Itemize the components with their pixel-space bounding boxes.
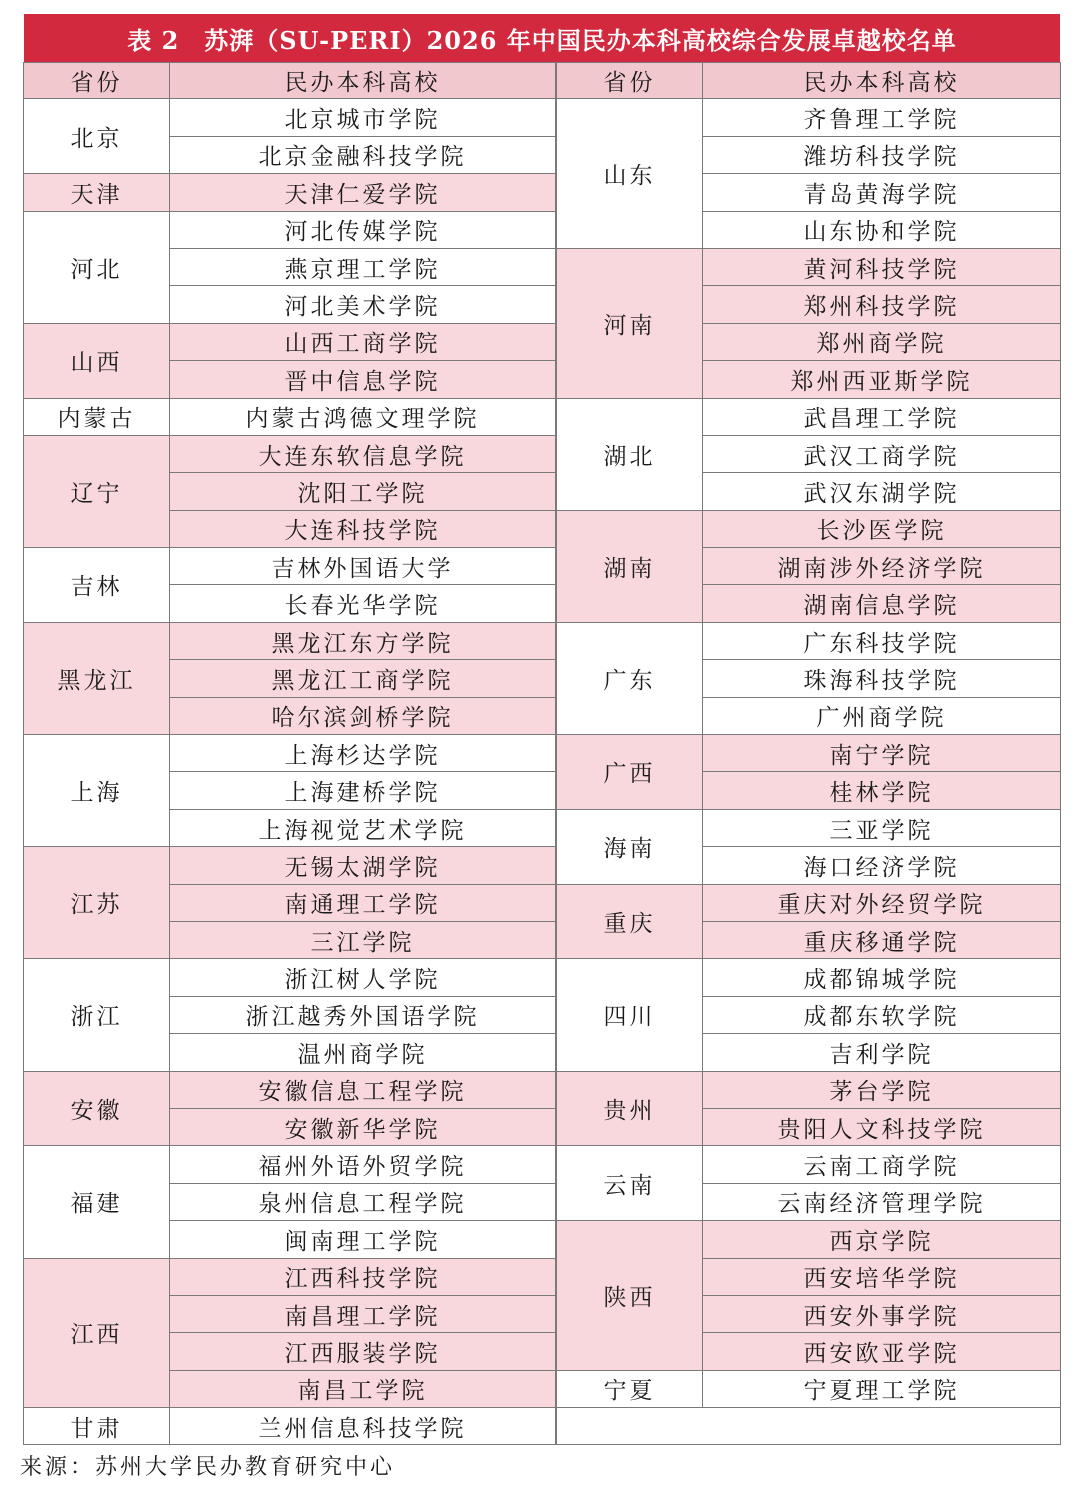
school-cell: 湖南涉外经济学院 — [703, 548, 1061, 585]
province-cell: 福建 — [23, 1146, 170, 1258]
province-cell: 安徽 — [23, 1072, 170, 1147]
school-cell: 潍坊科技学院 — [703, 137, 1061, 174]
school-cell: 成都锦城学院 — [703, 959, 1061, 996]
school-cell: 贵阳人文科技学院 — [703, 1109, 1061, 1146]
school-cell: 南通理工学院 — [170, 885, 556, 922]
province-cell: 北京 — [23, 99, 170, 174]
schools-table — [23, 62, 1061, 1446]
province-cell: 内蒙古 — [23, 399, 170, 436]
school-cell: 武昌理工学院 — [703, 399, 1061, 436]
school-cell: 长春光华学院 — [170, 585, 556, 622]
province-cell: 甘肃 — [23, 1408, 170, 1445]
province-cell: 江西 — [23, 1259, 170, 1409]
school-cell: 长沙医学院 — [703, 511, 1061, 548]
province-cell: 吉林 — [23, 548, 170, 623]
school-cell: 山西工商学院 — [170, 324, 556, 361]
school-cell: 珠海科技学院 — [703, 660, 1061, 697]
province-cell: 山西 — [23, 324, 170, 399]
province-cell: 四川 — [556, 959, 703, 1071]
header-school-right: 民办本科高校 — [703, 62, 1061, 99]
province-cell: 重庆 — [556, 885, 703, 960]
school-cell: 广东科技学院 — [703, 623, 1061, 660]
school-cell: 广州商学院 — [703, 698, 1061, 735]
province-cell: 广东 — [556, 623, 703, 735]
school-cell: 吉林外国语大学 — [170, 548, 556, 585]
province-cell: 江苏 — [23, 847, 170, 959]
school-cell: 云南经济管理学院 — [703, 1184, 1061, 1221]
school-cell: 吉利学院 — [703, 1034, 1061, 1071]
school-cell: 上海杉达学院 — [170, 735, 556, 772]
school-cell: 三亚学院 — [703, 810, 1061, 847]
province-cell: 云南 — [556, 1146, 703, 1221]
header-school-left: 民办本科高校 — [170, 62, 556, 99]
school-cell: 南昌理工学院 — [170, 1296, 556, 1333]
province-cell: 辽宁 — [23, 436, 170, 548]
school-cell: 大连东软信息学院 — [170, 436, 556, 473]
school-cell: 海口经济学院 — [703, 847, 1061, 884]
school-cell: 南昌工学院 — [170, 1371, 556, 1408]
school-cell: 西安欧亚学院 — [703, 1333, 1061, 1370]
header-province-right: 省份 — [556, 62, 703, 99]
school-cell: 燕京理工学院 — [170, 249, 556, 286]
school-cell: 郑州科技学院 — [703, 286, 1061, 323]
school-cell: 重庆对外经贸学院 — [703, 885, 1061, 922]
school-cell: 温州商学院 — [170, 1034, 556, 1071]
school-cell: 兰州信息科技学院 — [170, 1408, 556, 1445]
school-cell: 北京城市学院 — [170, 99, 556, 136]
province-cell: 广西 — [556, 735, 703, 810]
empty-filler-cell — [556, 1408, 1061, 1445]
school-cell: 江西科技学院 — [170, 1259, 556, 1296]
school-cell: 南宁学院 — [703, 735, 1061, 772]
school-cell: 浙江树人学院 — [170, 959, 556, 996]
source-note: 来源：苏州大学民办教育研究中心 — [20, 1455, 396, 1480]
school-cell: 郑州西亚斯学院 — [703, 361, 1061, 398]
province-cell: 上海 — [23, 735, 170, 847]
table-title: 表 2 苏湃（SU-PERI）2026 年中国民办本科高校综合发展卓越校名单 — [24, 14, 1060, 62]
province-cell: 河北 — [23, 212, 170, 324]
province-cell: 山东 — [556, 99, 703, 249]
school-cell: 内蒙古鸿德文理学院 — [170, 399, 556, 436]
school-cell: 武汉东湖学院 — [703, 473, 1061, 510]
school-cell: 上海建桥学院 — [170, 772, 556, 809]
school-cell: 黄河科技学院 — [703, 249, 1061, 286]
school-cell: 泉州信息工程学院 — [170, 1184, 556, 1221]
school-cell: 哈尔滨剑桥学院 — [170, 698, 556, 735]
school-cell: 浙江越秀外国语学院 — [170, 997, 556, 1034]
school-cell: 无锡太湖学院 — [170, 847, 556, 884]
school-cell: 成都东软学院 — [703, 997, 1061, 1034]
school-cell: 重庆移通学院 — [703, 922, 1061, 959]
school-cell: 黑龙江东方学院 — [170, 623, 556, 660]
school-cell: 福州外语外贸学院 — [170, 1146, 556, 1183]
school-cell: 西京学院 — [703, 1221, 1061, 1258]
province-cell: 河南 — [556, 249, 703, 399]
school-cell: 云南工商学院 — [703, 1146, 1061, 1183]
school-cell: 西安外事学院 — [703, 1296, 1061, 1333]
school-cell: 茅台学院 — [703, 1072, 1061, 1109]
province-cell: 贵州 — [556, 1072, 703, 1147]
school-cell: 闽南理工学院 — [170, 1221, 556, 1258]
province-cell: 黑龙江 — [23, 623, 170, 735]
school-cell: 郑州商学院 — [703, 324, 1061, 361]
school-cell: 江西服装学院 — [170, 1333, 556, 1370]
province-cell: 浙江 — [23, 959, 170, 1071]
province-cell: 海南 — [556, 810, 703, 885]
province-cell: 湖南 — [556, 511, 703, 623]
school-cell: 安徽新华学院 — [170, 1109, 556, 1146]
province-cell: 天津 — [23, 174, 170, 211]
school-cell: 上海视觉艺术学院 — [170, 810, 556, 847]
school-cell: 湖南信息学院 — [703, 585, 1061, 622]
school-cell: 山东协和学院 — [703, 212, 1061, 249]
province-cell: 湖北 — [556, 399, 703, 511]
school-cell: 桂林学院 — [703, 772, 1061, 809]
school-cell: 天津仁爱学院 — [170, 174, 556, 211]
school-cell: 晋中信息学院 — [170, 361, 556, 398]
province-cell: 宁夏 — [556, 1371, 703, 1408]
school-cell: 沈阳工学院 — [170, 473, 556, 510]
school-cell: 河北美术学院 — [170, 286, 556, 323]
school-cell: 黑龙江工商学院 — [170, 660, 556, 697]
school-cell: 青岛黄海学院 — [703, 174, 1061, 211]
school-cell: 大连科技学院 — [170, 511, 556, 548]
school-cell: 河北传媒学院 — [170, 212, 556, 249]
school-cell: 齐鲁理工学院 — [703, 99, 1061, 136]
school-cell: 安徽信息工程学院 — [170, 1072, 556, 1109]
school-cell: 武汉工商学院 — [703, 436, 1061, 473]
province-cell: 陕西 — [556, 1221, 703, 1371]
header-province-left: 省份 — [23, 62, 170, 99]
school-cell: 西安培华学院 — [703, 1259, 1061, 1296]
school-cell: 北京金融科技学院 — [170, 137, 556, 174]
school-cell: 三江学院 — [170, 922, 556, 959]
school-cell: 宁夏理工学院 — [703, 1371, 1061, 1408]
